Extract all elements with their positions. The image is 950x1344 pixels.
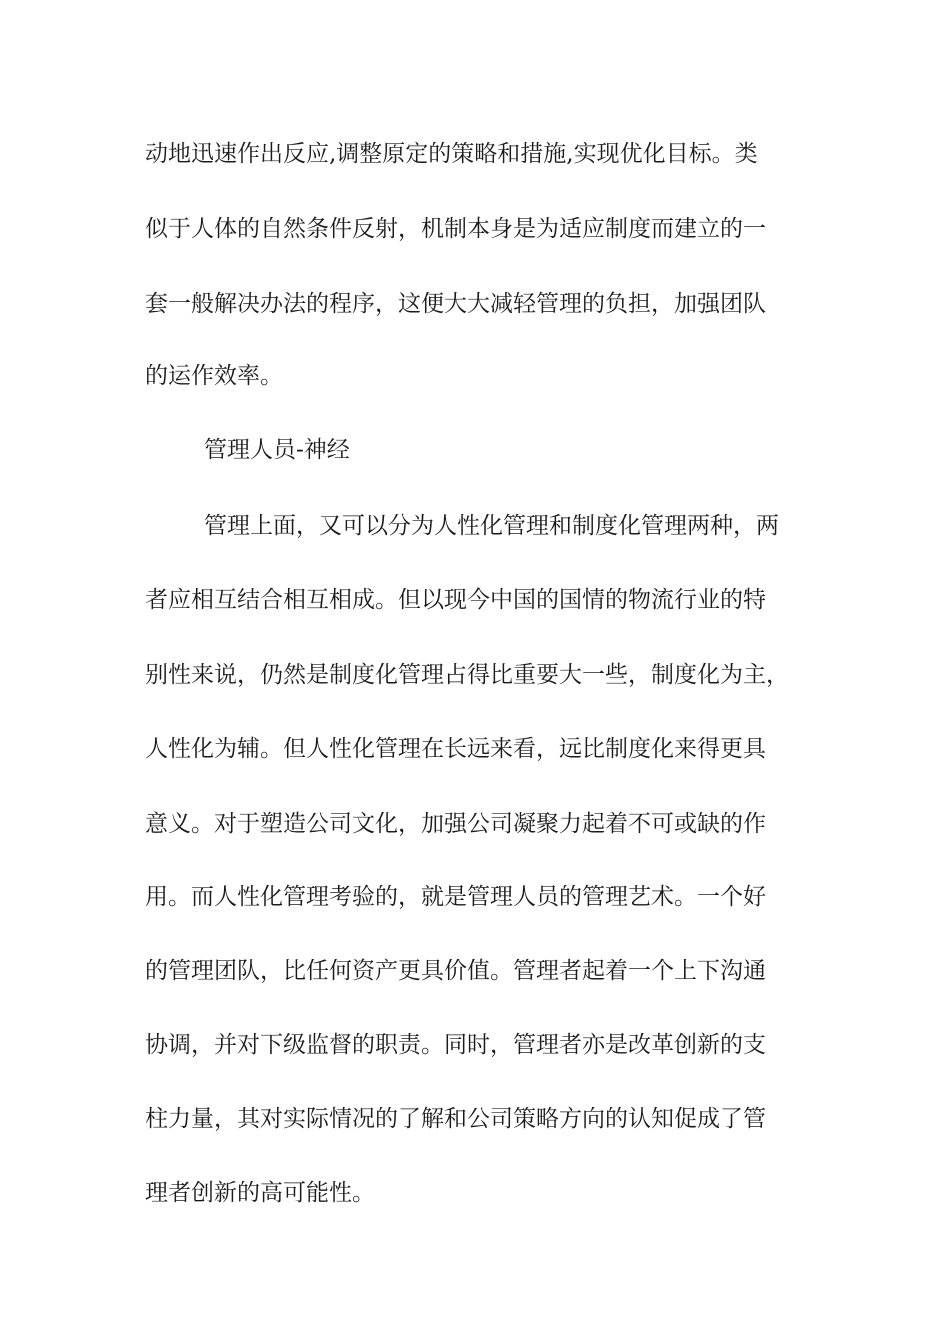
paragraph-3-line-5: 意义。对于塑造公司文化，加强公司凝聚力起着不可或缺的作 bbox=[145, 811, 766, 837]
paragraph-1-line-2: 似于人体的自然条件反射，机制本身是为适应制度而建立的一 bbox=[145, 216, 766, 242]
paragraph-1-line-4: 的运作效率。 bbox=[145, 363, 283, 389]
paragraph-3-line-2: 者应相互结合相互相成。但以现今中国的国情的物流行业的特 bbox=[145, 587, 766, 613]
paragraph-3-line-10: 理者创新的高可能性。 bbox=[145, 1180, 375, 1206]
paragraph-3-line-7: 的管理团队，比任何资产更具价值。管理者起着一个上下沟通 bbox=[145, 958, 766, 984]
paragraph-1-line-1: 动地迅速作出反应,调整原定的策略和措施,实现优化目标。类 bbox=[145, 141, 758, 167]
paragraph-3-line-1: 管理上面，又可以分为人性化管理和制度化管理两种，两 bbox=[204, 513, 779, 539]
paragraph-3-line-8: 协调，并对下级监督的职责。同时，管理者亦是改革创新的支 bbox=[145, 1032, 766, 1058]
paragraph-3-line-3: 别性来说，仍然是制度化管理占得比重要大一些，制度化为主， bbox=[145, 662, 789, 688]
section-heading: 管理人员-神经 bbox=[204, 437, 350, 463]
paragraph-3-line-6: 用。而人性化管理考验的，就是管理人员的管理艺术。一个好 bbox=[145, 884, 766, 910]
paragraph-1-line-3: 套一般解决办法的程序，这便大大减轻管理的负担，加强团队 bbox=[145, 291, 766, 317]
paragraph-3-line-4: 人性化为辅。但人性化管理在长远来看，远比制度化来得更具 bbox=[145, 736, 766, 762]
paragraph-3-line-9: 柱力量，其对实际情况的了解和公司策略方向的认知促成了管 bbox=[145, 1106, 766, 1132]
